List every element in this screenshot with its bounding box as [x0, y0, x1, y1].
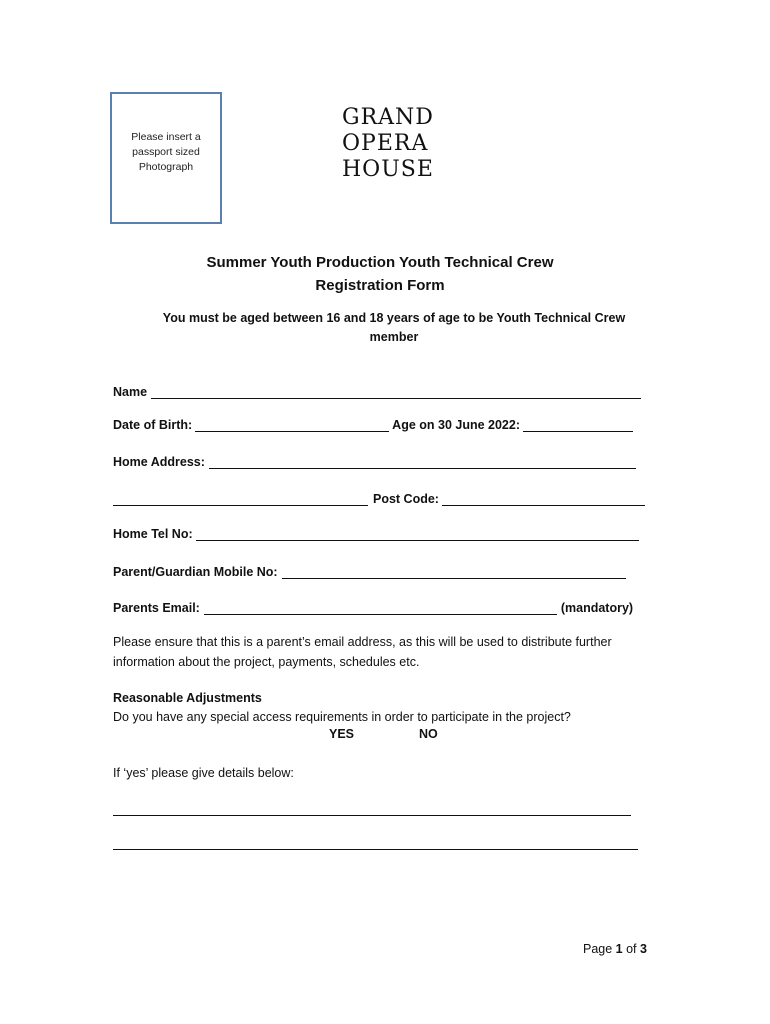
home-address-field[interactable] [209, 455, 636, 469]
dob-field[interactable] [195, 418, 389, 432]
age-label: Age on 30 June 2022: [392, 418, 520, 432]
logo-line-3: HOUSE [342, 157, 434, 182]
dob-row [113, 414, 633, 432]
logo-line-1: GRAND [342, 105, 434, 130]
home-tel-label: Home Tel No: [113, 527, 193, 541]
name-label: Name [113, 385, 148, 399]
grand-opera-house-logo [342, 105, 432, 183]
title-line-1: Summer Youth Production Youth Technical Crew [206, 254, 554, 271]
age-field[interactable] [523, 418, 633, 432]
logo-line-2: OPERA [342, 131, 429, 156]
details-line-2[interactable] [113, 849, 638, 850]
parent-mobile-label: Parent/Guardian Mobile No: [113, 565, 278, 579]
details-line-1[interactable] [113, 815, 631, 816]
age-requirement: You must be aged between 16 and 18 years of age to be Youth Technical Crew member [162, 311, 626, 344]
post-code-row [113, 488, 645, 506]
home-tel-row [113, 523, 639, 541]
name-row [113, 381, 641, 399]
title-line-2: Registration Form [315, 277, 445, 294]
home-address-row [113, 451, 636, 469]
photo-box-text: Please insert a passport sized Photograph [131, 130, 201, 173]
post-code-label: Post Code: [373, 492, 439, 506]
page-current: 1 [615, 942, 623, 956]
page-total: 3 [640, 942, 647, 956]
parents-email-row [113, 597, 633, 615]
post-code-field[interactable] [442, 492, 645, 506]
mandatory-label: (mandatory) [560, 601, 634, 615]
home-address-label: Home Address: [113, 455, 205, 469]
parent-mobile-field[interactable] [282, 565, 626, 579]
name-field[interactable] [151, 385, 641, 399]
passport-photo-box [110, 92, 222, 224]
parent-mobile-row [113, 561, 626, 579]
adjustments-heading: Reasonable Adjustments [113, 691, 262, 705]
page-of: of [622, 942, 640, 956]
page-number [583, 942, 647, 956]
yes-option[interactable]: YES [329, 727, 355, 741]
page-prefix: Page [583, 942, 616, 956]
home-tel-field[interactable] [196, 527, 639, 541]
details-prompt: If ‘yes’ please give details below: [113, 766, 294, 780]
no-option[interactable]: NO [419, 727, 438, 741]
dob-label: Date of Birth: [113, 418, 193, 432]
parents-email-label: Parents Email: [113, 601, 200, 615]
parents-email-field[interactable] [204, 601, 557, 615]
address-line-2-field[interactable] [113, 492, 368, 506]
email-note: Please ensure that this is a parent’s email address, as this will be used to distribute further information about the project, payments, schedules etc. [113, 635, 612, 669]
adjustments-question: Do you have any special access requirements in order to participate in the project? [113, 710, 571, 724]
form-title [0, 251, 760, 297]
